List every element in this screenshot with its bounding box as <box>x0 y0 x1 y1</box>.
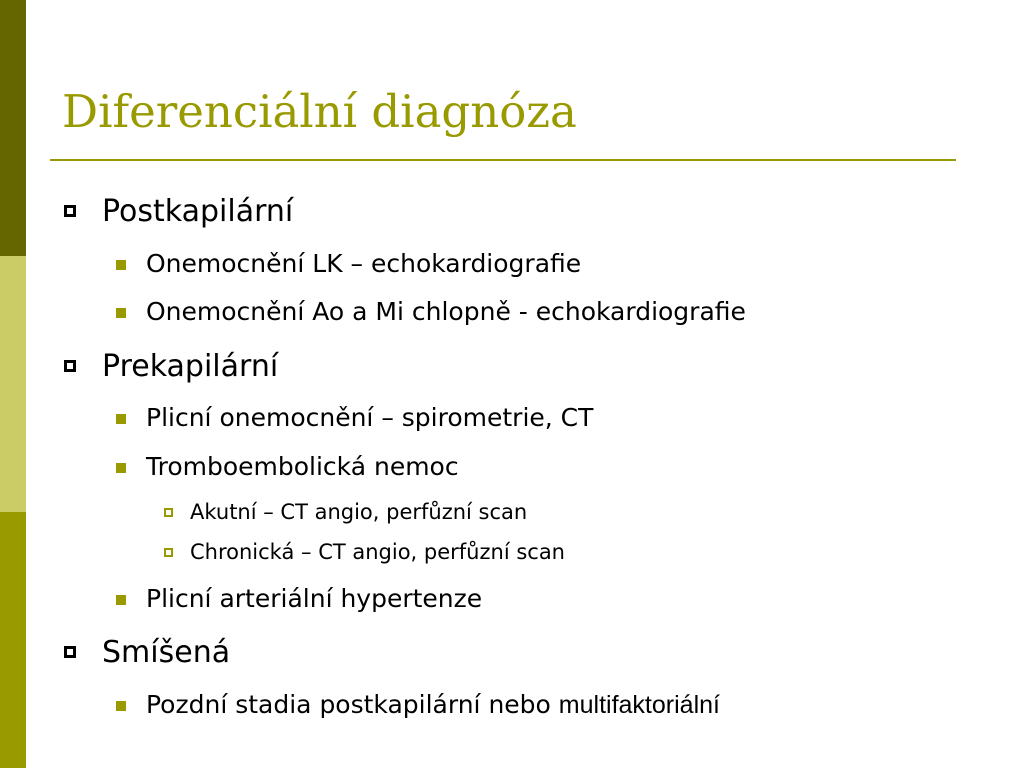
filled-square-bullet-icon <box>116 701 126 711</box>
sub-bullet-label: Onemocnění Ao a Mi chlopně - echokardiografie <box>146 297 746 326</box>
side-bar-light-segment <box>0 256 26 512</box>
sub-sub-bullet-label: Chronická – CT angio, perfůzní scan <box>190 540 565 564</box>
filled-square-bullet-icon <box>116 463 126 473</box>
side-bar-mid-segment <box>0 512 26 768</box>
sub-bullet-label: Onemocnění LK – echokardiografie <box>146 249 582 278</box>
title-divider <box>50 159 956 161</box>
bullet-label: Postkapilární <box>102 194 294 229</box>
filled-square-bullet-icon <box>116 595 126 605</box>
sub-bullet-label-tail: multifaktoriální <box>558 691 720 719</box>
sub-bullet-label: Plicní onemocnění – spirometrie, CT <box>146 403 594 432</box>
side-bar-dark-segment <box>0 0 26 256</box>
filled-square-bullet-icon <box>116 260 126 270</box>
sub-bullet-label-main: Pozdní stadia postkapilární nebo <box>146 690 551 719</box>
sub-sub-bullet-label: Akutní – CT angio, perfůzní scan <box>190 500 528 524</box>
sub-bullet-label: Tromboembolická nemoc <box>146 452 459 481</box>
slide-title: Diferenciální diagnóza <box>62 85 577 138</box>
bullet-label: Smíšená <box>102 635 231 670</box>
sub-bullet-label <box>146 686 720 724</box>
small-hollow-square-bullet-icon <box>164 548 173 557</box>
filled-square-bullet-icon <box>116 308 126 318</box>
hollow-square-bullet-icon <box>64 360 76 372</box>
filled-square-bullet-icon <box>116 414 126 424</box>
small-hollow-square-bullet-icon <box>164 508 173 517</box>
hollow-square-bullet-icon <box>64 646 76 658</box>
sub-bullet-label: Plicní arteriální hypertenze <box>146 584 483 613</box>
bullet-label: Prekapilární <box>102 349 279 384</box>
side-accent-bar <box>0 0 26 768</box>
hollow-square-bullet-icon <box>64 205 76 217</box>
